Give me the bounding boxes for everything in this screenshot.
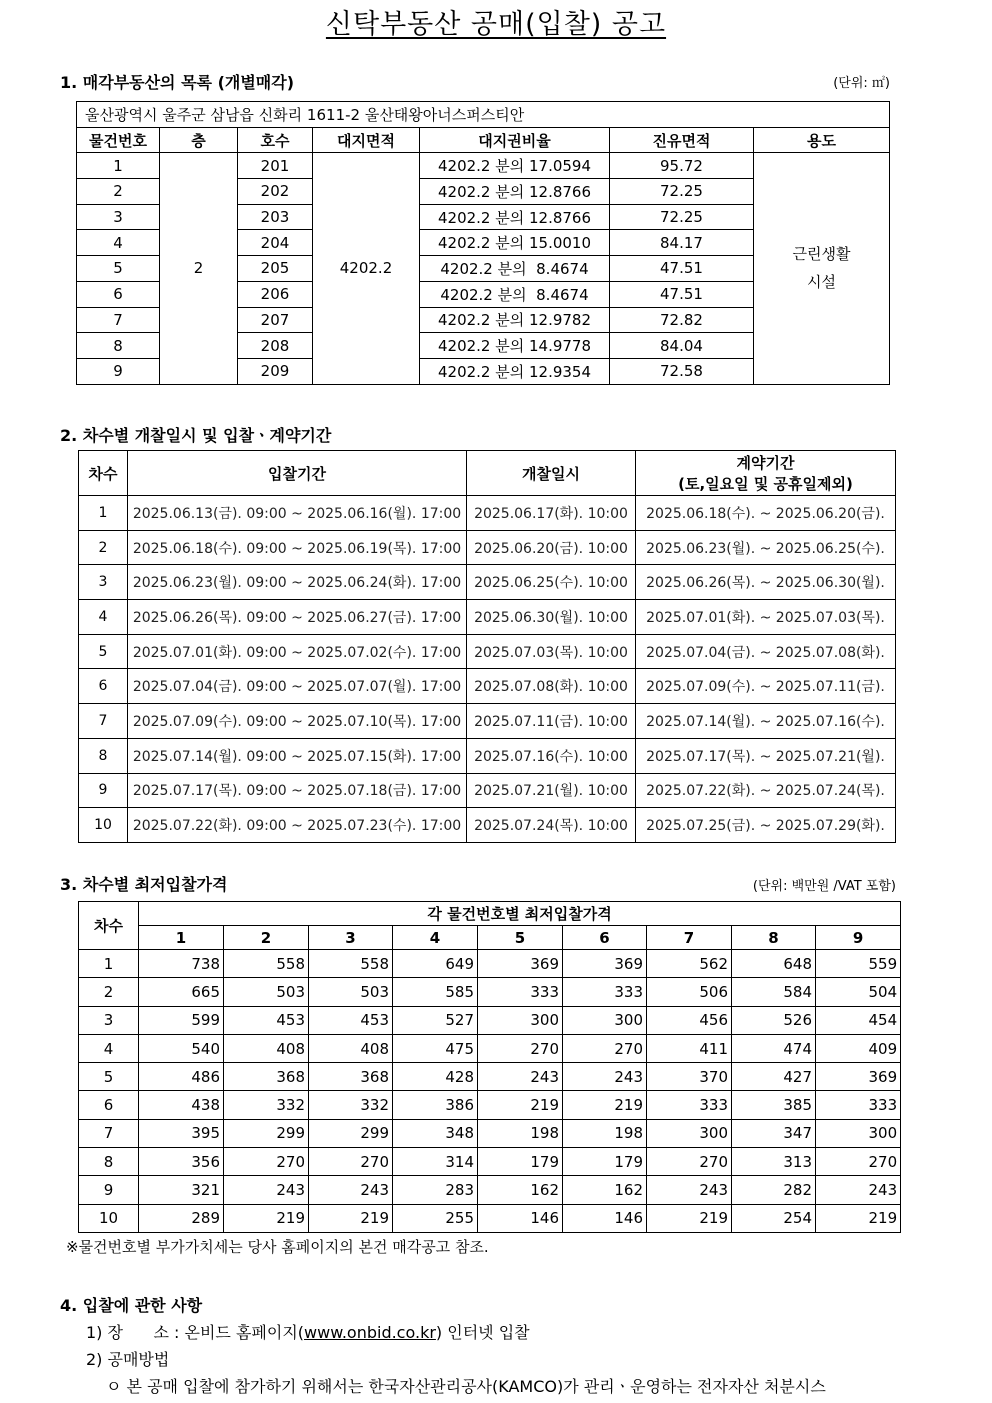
header-contract-period xyxy=(636,451,896,496)
header-land-ratio: 대지권비율 xyxy=(420,127,610,153)
item-no: 4 xyxy=(77,230,160,256)
bid-period: 2025.07.14(월). 09:00 ~ 2025.07.15(화). 17:00 xyxy=(128,738,467,773)
open-time: 2025.06.30(월). 10:00 xyxy=(467,600,636,635)
bid-period: 2025.07.22(화). 09:00 ~ 2025.07.23(수). 17:00 xyxy=(128,808,467,843)
price-cell: 243 xyxy=(563,1063,647,1091)
price-cell: 369 xyxy=(478,950,563,978)
header-item-5: 5 xyxy=(478,926,563,950)
price-cell: 527 xyxy=(393,1006,478,1034)
section2-heading: 2. 차수별 개찰일시 및 입찰ㆍ계약기간 xyxy=(60,426,332,445)
land-ratio: 4202.2 분의 17.0594 xyxy=(420,153,610,179)
price-row xyxy=(79,950,901,978)
price-cell: 270 xyxy=(224,1148,309,1176)
price-cell: 243 xyxy=(816,1176,901,1204)
item-no: 2 xyxy=(77,179,160,205)
price-row xyxy=(79,978,901,1006)
price-cell: 408 xyxy=(224,1034,309,1062)
price-cell: 198 xyxy=(563,1119,647,1147)
bid-period: 2025.07.17(목). 09:00 ~ 2025.07.18(금). 17:00 xyxy=(128,773,467,808)
price-cell: 321 xyxy=(139,1176,224,1204)
price-row xyxy=(79,1148,901,1176)
header-item-9: 9 xyxy=(816,926,901,950)
price-row xyxy=(79,1119,901,1147)
price-cell: 453 xyxy=(309,1006,393,1034)
price-cell: 243 xyxy=(478,1063,563,1091)
floor: 2 xyxy=(160,153,238,384)
room-no: 209 xyxy=(238,358,313,384)
price-cell: 300 xyxy=(816,1119,901,1147)
land-ratio: 4202.2 분의 12.8766 xyxy=(420,179,610,205)
contract-period: 2025.06.23(월). ~ 2025.06.25(수). xyxy=(636,530,896,565)
auction-method: 2) 공매방법 xyxy=(86,1350,170,1369)
contract-period: 2025.07.17(목). ~ 2025.07.21(월). xyxy=(636,738,896,773)
land-ratio: 4202.2 분의 12.8766 xyxy=(420,204,610,230)
price-cell: 179 xyxy=(478,1148,563,1176)
header-bid-period: 입찰기간 xyxy=(128,451,467,496)
land-ratio: 4202.2 분의 15.0010 xyxy=(420,230,610,256)
exclusive-area: 84.17 xyxy=(610,230,754,256)
open-time: 2025.07.16(수). 10:00 xyxy=(467,738,636,773)
schedule-row xyxy=(79,704,896,739)
schedule-row xyxy=(79,669,896,704)
round: 1 xyxy=(79,496,128,531)
onbid-link[interactable]: www.onbid.co.kr xyxy=(304,1323,436,1342)
price-cell: 270 xyxy=(478,1034,563,1062)
header-item-4: 4 xyxy=(393,926,478,950)
item-no: 5 xyxy=(77,256,160,282)
section1-unit: (단위: ㎡) xyxy=(833,76,890,91)
round: 9 xyxy=(79,1176,139,1204)
price-cell: 475 xyxy=(393,1034,478,1062)
room-no: 204 xyxy=(238,230,313,256)
price-cell: 219 xyxy=(478,1091,563,1119)
price-row xyxy=(79,1063,901,1091)
price-row xyxy=(79,1006,901,1034)
bid-location-suffix: ) 인터넷 입찰 xyxy=(435,1323,530,1342)
header-item-2: 2 xyxy=(224,926,309,950)
section3-unit: (단위: 백만원 /VAT 포함) xyxy=(752,879,896,894)
round: 8 xyxy=(79,738,128,773)
land-ratio: 4202.2 분의 8.4674 xyxy=(420,256,610,282)
open-time: 2025.07.24(목). 10:00 xyxy=(467,808,636,843)
price-cell: 428 xyxy=(393,1063,478,1091)
round: 7 xyxy=(79,1119,139,1147)
price-cell: 540 xyxy=(139,1034,224,1062)
price-cell: 474 xyxy=(732,1034,816,1062)
round: 10 xyxy=(79,1204,139,1232)
price-cell: 314 xyxy=(393,1148,478,1176)
exclusive-area: 72.25 xyxy=(610,179,754,205)
land-area: 4202.2 xyxy=(313,153,420,384)
header-round: 차수 xyxy=(79,451,128,496)
schedule-row xyxy=(79,565,896,600)
contract-period: 2025.07.25(금). ~ 2025.07.29(화). xyxy=(636,808,896,843)
price-cell: 243 xyxy=(647,1176,732,1204)
header-item-7: 7 xyxy=(647,926,732,950)
bid-period: 2025.06.18(수). 09:00 ~ 2025.06.19(목). 17:00 xyxy=(128,530,467,565)
price-cell: 254 xyxy=(732,1204,816,1232)
header-item-3: 3 xyxy=(309,926,393,950)
price-cell: 427 xyxy=(732,1063,816,1091)
header-floor: 층 xyxy=(160,127,238,153)
price-cell: 146 xyxy=(478,1204,563,1232)
price-cell: 504 xyxy=(816,978,901,1006)
room-no: 202 xyxy=(238,179,313,205)
price-cell: 562 xyxy=(647,950,732,978)
land-ratio: 4202.2 분의 8.4674 xyxy=(420,281,610,307)
land-ratio: 4202.2 분의 12.9782 xyxy=(420,307,610,333)
header-item-6: 6 xyxy=(563,926,647,950)
price-cell: 369 xyxy=(816,1063,901,1091)
round: 6 xyxy=(79,669,128,704)
contract-period: 2025.07.01(화). ~ 2025.07.03(목). xyxy=(636,600,896,635)
price-cell: 283 xyxy=(393,1176,478,1204)
schedule-row xyxy=(79,600,896,635)
price-cell: 162 xyxy=(478,1176,563,1204)
property-row xyxy=(77,153,890,179)
room-no: 207 xyxy=(238,307,313,333)
price-cell: 369 xyxy=(563,950,647,978)
price-cell: 333 xyxy=(647,1091,732,1119)
price-cell: 599 xyxy=(139,1006,224,1034)
price-cell: 370 xyxy=(647,1063,732,1091)
item-no: 1 xyxy=(77,153,160,179)
contract-period: 2025.07.04(금). ~ 2025.07.08(화). xyxy=(636,634,896,669)
price-cell: 453 xyxy=(224,1006,309,1034)
price-cell: 385 xyxy=(732,1091,816,1119)
round: 3 xyxy=(79,565,128,600)
open-time: 2025.07.03(목). 10:00 xyxy=(467,634,636,669)
header-item-8: 8 xyxy=(732,926,816,950)
price-cell: 146 xyxy=(563,1204,647,1232)
open-time: 2025.07.21(월). 10:00 xyxy=(467,773,636,808)
exclusive-area: 72.58 xyxy=(610,358,754,384)
bid-period: 2025.07.09(수). 09:00 ~ 2025.07.10(목). 17:00 xyxy=(128,704,467,739)
price-row xyxy=(79,1091,901,1119)
round: 2 xyxy=(79,530,128,565)
round: 9 xyxy=(79,773,128,808)
header-item-1: 1 xyxy=(139,926,224,950)
open-time: 2025.06.20(금). 10:00 xyxy=(467,530,636,565)
bid-period: 2025.07.01(화). 09:00 ~ 2025.07.02(수). 17:00 xyxy=(128,634,467,669)
use: 근린생활 시설 xyxy=(754,153,890,384)
price-cell: 348 xyxy=(393,1119,478,1147)
price-row xyxy=(79,1034,901,1062)
price-cell: 408 xyxy=(309,1034,393,1062)
price-cell: 332 xyxy=(224,1091,309,1119)
price-cell: 486 xyxy=(139,1063,224,1091)
price-cell: 333 xyxy=(563,978,647,1006)
schedule-row xyxy=(79,530,896,565)
round: 8 xyxy=(79,1148,139,1176)
round: 4 xyxy=(79,600,128,635)
round: 4 xyxy=(79,1034,139,1062)
round: 7 xyxy=(79,704,128,739)
schedule-table xyxy=(78,450,896,843)
section3-heading: 3. 차수별 최저입찰가격 xyxy=(60,875,228,894)
auction-method-detail: ㅇ 본 공매 입찰에 참가하기 위해서는 한국자산관리공사(KAMCO)가 관리ㆍ운영하는 전자자산 처분시스 xyxy=(106,1377,826,1396)
exclusive-area: 95.72 xyxy=(610,153,754,179)
bid-period: 2025.06.13(금). 09:00 ~ 2025.06.16(월). 17:00 xyxy=(128,496,467,531)
schedule-row xyxy=(79,808,896,843)
round: 6 xyxy=(79,1091,139,1119)
price-cell: 526 xyxy=(732,1006,816,1034)
price-cell: 665 xyxy=(139,978,224,1006)
property-address: 울산광역시 울주군 삼남읍 신화리 1611-2 울산태왕아너스퍼스티안 xyxy=(77,102,890,128)
price-cell: 162 xyxy=(563,1176,647,1204)
contract-period: 2025.07.22(화). ~ 2025.07.24(목). xyxy=(636,773,896,808)
price-cell: 179 xyxy=(563,1148,647,1176)
open-time: 2025.06.17(화). 10:00 xyxy=(467,496,636,531)
price-cell: 409 xyxy=(816,1034,901,1062)
price-cell: 649 xyxy=(393,950,478,978)
bid-period: 2025.07.04(금). 09:00 ~ 2025.07.07(월). 17:00 xyxy=(128,669,467,704)
exclusive-area: 84.04 xyxy=(610,333,754,359)
price-cell: 313 xyxy=(732,1148,816,1176)
price-cell: 558 xyxy=(309,950,393,978)
header-item-no: 물건번호 xyxy=(77,127,160,153)
round: 2 xyxy=(79,978,139,1006)
open-time: 2025.07.11(금). 10:00 xyxy=(467,704,636,739)
header-room: 호수 xyxy=(238,127,313,153)
header-price-group: 각 물건번호별 최저입찰가격 xyxy=(139,902,901,926)
price-cell: 270 xyxy=(563,1034,647,1062)
price-cell: 219 xyxy=(309,1204,393,1232)
contract-period-note: (토,일요일 및 공휴일제외) xyxy=(678,475,853,493)
price-row xyxy=(79,1204,901,1232)
price-cell: 558 xyxy=(224,950,309,978)
schedule-row xyxy=(79,773,896,808)
price-cell: 738 xyxy=(139,950,224,978)
header-round: 차수 xyxy=(79,902,139,950)
round: 3 xyxy=(79,1006,139,1034)
page-title: 신탁부동산 공매(입찰) 공고 xyxy=(325,9,667,40)
land-ratio: 4202.2 분의 12.9354 xyxy=(420,358,610,384)
price-cell: 299 xyxy=(224,1119,309,1147)
price-cell: 300 xyxy=(478,1006,563,1034)
price-cell: 559 xyxy=(816,950,901,978)
price-cell: 299 xyxy=(309,1119,393,1147)
header-land-area: 대지면적 xyxy=(313,127,420,153)
round: 5 xyxy=(79,634,128,669)
item-no: 8 xyxy=(77,333,160,359)
minimum-price-table xyxy=(78,901,901,1233)
price-cell: 347 xyxy=(732,1119,816,1147)
schedule-row xyxy=(79,496,896,531)
room-no: 203 xyxy=(238,204,313,230)
item-no: 7 xyxy=(77,307,160,333)
price-cell: 219 xyxy=(224,1204,309,1232)
vat-note: ※물건번호별 부가가치세는 당사 홈페이지의 본건 매각공고 참조. xyxy=(66,1238,489,1256)
contract-period: 2025.07.14(월). ~ 2025.07.16(수). xyxy=(636,704,896,739)
price-cell: 219 xyxy=(563,1091,647,1119)
round: 1 xyxy=(79,950,139,978)
price-cell: 198 xyxy=(478,1119,563,1147)
price-cell: 503 xyxy=(309,978,393,1006)
contract-period-label: 계약기간 xyxy=(736,454,795,472)
room-no: 208 xyxy=(238,333,313,359)
bid-location xyxy=(86,1320,530,1343)
price-cell: 454 xyxy=(816,1006,901,1034)
price-cell: 506 xyxy=(647,978,732,1006)
bid-period: 2025.06.26(목). 09:00 ~ 2025.06.27(금). 17:00 xyxy=(128,600,467,635)
room-no: 205 xyxy=(238,256,313,282)
price-cell: 243 xyxy=(224,1176,309,1204)
property-list-table xyxy=(76,101,890,385)
exclusive-area: 72.82 xyxy=(610,307,754,333)
price-cell: 503 xyxy=(224,978,309,1006)
price-cell: 584 xyxy=(732,978,816,1006)
price-cell: 243 xyxy=(309,1176,393,1204)
price-cell: 368 xyxy=(224,1063,309,1091)
price-cell: 255 xyxy=(393,1204,478,1232)
price-cell: 300 xyxy=(563,1006,647,1034)
price-cell: 386 xyxy=(393,1091,478,1119)
price-cell: 219 xyxy=(816,1204,901,1232)
room-no: 201 xyxy=(238,153,313,179)
price-cell: 456 xyxy=(647,1006,732,1034)
price-cell: 585 xyxy=(393,978,478,1006)
price-cell: 368 xyxy=(309,1063,393,1091)
bid-period: 2025.06.23(월). 09:00 ~ 2025.06.24(화). 17:00 xyxy=(128,565,467,600)
header-use: 용도 xyxy=(754,127,890,153)
price-cell: 438 xyxy=(139,1091,224,1119)
exclusive-area: 47.51 xyxy=(610,256,754,282)
price-cell: 332 xyxy=(309,1091,393,1119)
price-cell: 411 xyxy=(647,1034,732,1062)
price-cell: 300 xyxy=(647,1119,732,1147)
room-no: 206 xyxy=(238,281,313,307)
bid-location-prefix: 1) 장 소 : 온비드 홈페이지( xyxy=(86,1323,305,1342)
land-ratio: 4202.2 분의 14.9778 xyxy=(420,333,610,359)
item-no: 6 xyxy=(77,281,160,307)
exclusive-area: 72.25 xyxy=(610,204,754,230)
section4-heading: 4. 입찰에 관한 사항 xyxy=(60,1296,203,1315)
schedule-row xyxy=(79,738,896,773)
price-cell: 282 xyxy=(732,1176,816,1204)
schedule-row xyxy=(79,634,896,669)
price-cell: 219 xyxy=(647,1204,732,1232)
item-no: 3 xyxy=(77,204,160,230)
price-row xyxy=(79,1176,901,1204)
header-exclusive-area: 진유면적 xyxy=(610,127,754,153)
round: 5 xyxy=(79,1063,139,1091)
price-cell: 289 xyxy=(139,1204,224,1232)
section1-heading: 1. 매각부동산의 목록 (개별매각) xyxy=(60,73,295,92)
price-cell: 270 xyxy=(816,1148,901,1176)
exclusive-area: 47.51 xyxy=(610,281,754,307)
price-cell: 270 xyxy=(309,1148,393,1176)
open-time: 2025.06.25(수). 10:00 xyxy=(467,565,636,600)
price-cell: 648 xyxy=(732,950,816,978)
item-no: 9 xyxy=(77,358,160,384)
contract-period: 2025.06.18(수). ~ 2025.06.20(금). xyxy=(636,496,896,531)
price-cell: 356 xyxy=(139,1148,224,1176)
open-time: 2025.07.08(화). 10:00 xyxy=(467,669,636,704)
contract-period: 2025.07.09(수). ~ 2025.07.11(금). xyxy=(636,669,896,704)
round: 10 xyxy=(79,808,128,843)
price-cell: 395 xyxy=(139,1119,224,1147)
header-open-time: 개찰일시 xyxy=(467,451,636,496)
contract-period: 2025.06.26(목). ~ 2025.06.30(월). xyxy=(636,565,896,600)
price-cell: 333 xyxy=(478,978,563,1006)
price-cell: 333 xyxy=(816,1091,901,1119)
price-cell: 270 xyxy=(647,1148,732,1176)
